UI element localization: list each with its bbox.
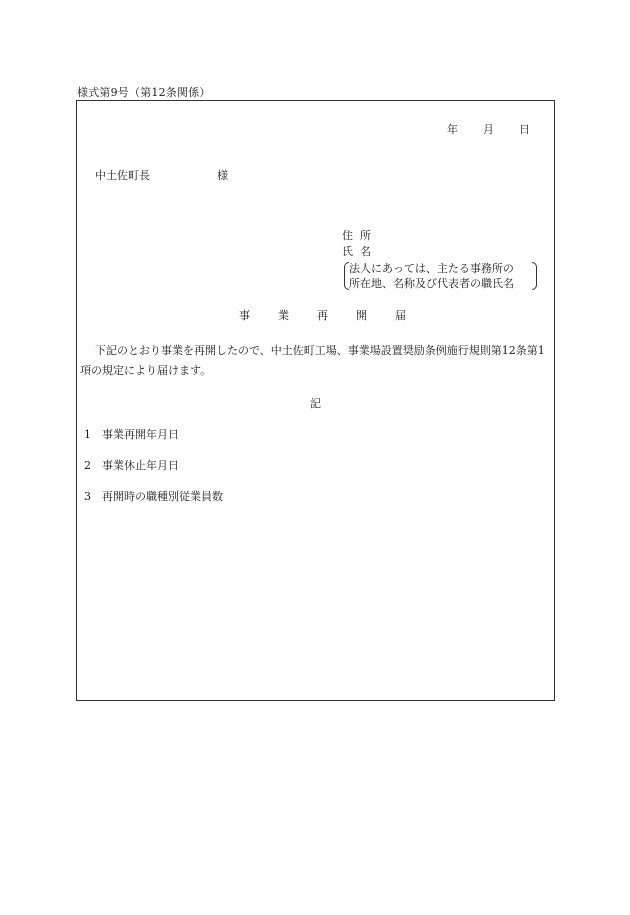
applicant-address-label: 住所 <box>342 229 378 242</box>
body-text: 下記のとおり事業を再開したので、中土佐町工場、事業場設置奨励条例施行規則第12条第1項の規定により届けます。 <box>80 344 545 377</box>
list-item <box>84 457 179 473</box>
item-number: 1 <box>84 428 91 441</box>
corp-note-line-2: 所在地、名称及び代表者の職氏名 <box>349 277 514 290</box>
document-title: 事業再開届 <box>239 309 434 322</box>
item-label: 事業休止年月日 <box>102 459 179 472</box>
applicant-name-label: 氏名 <box>342 245 378 258</box>
honorific: 様 <box>217 169 228 182</box>
addressee: 中土佐町長 <box>95 169 150 182</box>
item-label: 再開時の職種別従業員数 <box>102 490 223 503</box>
list-item <box>84 488 223 504</box>
bracket-left <box>344 262 349 290</box>
form-number: 様式第9号（第12条関係） <box>77 86 211 99</box>
corp-note-line-1: 法人にあっては、主たる事務所の <box>349 262 514 275</box>
date-month-label: 月 <box>483 123 494 136</box>
date-day-label: 日 <box>519 123 530 136</box>
list-item <box>84 426 179 442</box>
date-line <box>447 121 530 137</box>
date-year-label: 年 <box>447 123 458 136</box>
item-number: 2 <box>84 459 91 472</box>
ki-heading: 記 <box>310 397 321 410</box>
item-label: 事業再開年月日 <box>102 428 179 441</box>
item-number: 3 <box>84 490 91 503</box>
bracket-right <box>532 262 537 290</box>
corporation-note <box>344 261 537 291</box>
